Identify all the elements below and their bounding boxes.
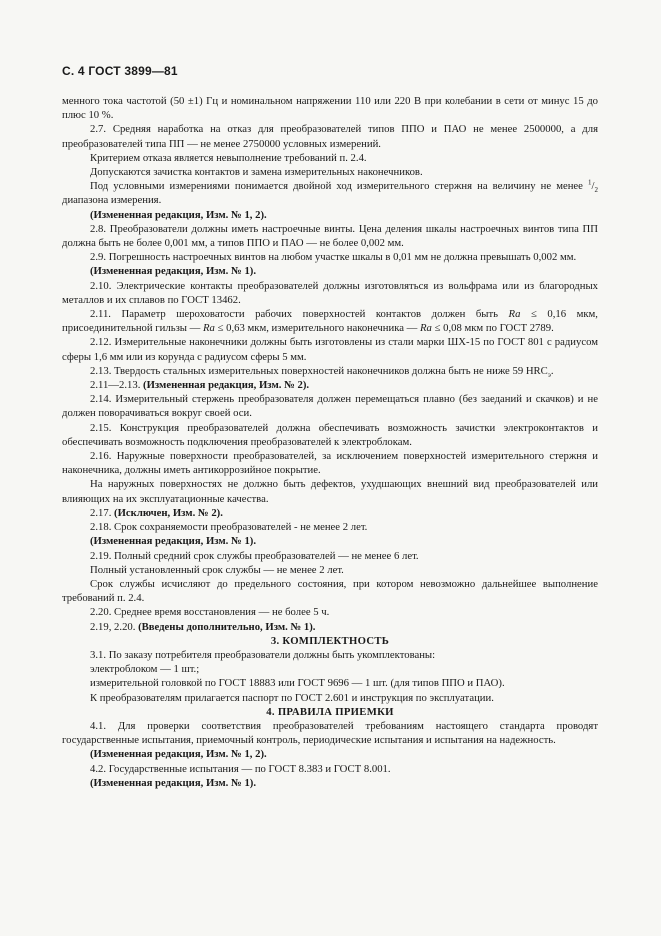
subscript: э	[547, 371, 551, 379]
text: 2.13. Твердость стальных измерительных поверхностей наконечников должна быть не ниже 59 HRC	[90, 364, 548, 377]
text: 2.19, 2.20.	[90, 620, 139, 633]
paragraph: электроблоком — 1 шт.;	[90, 663, 200, 676]
paragraph: 2.7. Средняя наработка на отказ для преобразователей типов ППО и ПАО не менее 2500000, а для преобразователей типа ПП — не менее 2750000 условных измерений.	[62, 123, 598, 150]
paragraph	[62, 364, 598, 378]
text: ≤ 0,16 мкм, присоединительной гильзы —	[62, 308, 598, 335]
paragraph	[62, 620, 598, 634]
paragraph: 2.18. Срок сохраняемости преобразователей - не менее 2 лет.	[90, 521, 368, 534]
text: Под условными измерениями понимается двойной ход измерительного стержня на величину не менее	[90, 180, 589, 193]
paragraph: измерительной головкой по ГОСТ 18883 или ГОСТ 9696 — 1 шт. (для типов ППО и ПАО).	[90, 677, 505, 690]
paragraph: Срок службы исчисляют до предельного состояния, при котором невозможно дальнейшее выполнение требований п. 2.4.	[62, 577, 598, 605]
document-body	[62, 94, 598, 790]
paragraph: 2.12. Измерительные наконечники должны быть изготовлены из стали марки ШХ-15 по ГОСТ 801 с радиусом сферы 1,6 мм или из корунда с радиусом сферы 5 мм.	[62, 336, 598, 363]
paragraph	[62, 307, 598, 335]
paragraph: 2.20. Среднее время восстановления — не более 5 ч.	[90, 606, 330, 619]
paragraph: 3.1. По заказу потребителя преобразователи должны быть укомплектованы:	[90, 648, 436, 661]
amendment-note: (Измененная редакция, Изм. № 1, 2).	[90, 748, 267, 761]
amendment-note: (Исключен, Изм. № 2).	[114, 506, 223, 519]
paragraph	[62, 378, 598, 392]
paragraph: 2.14. Измерительный стержень преобразователя должен перемещаться плавно (без заеданий и скачков) и не должен поворачиваться вокруг своей оси.	[62, 393, 598, 420]
text: ≤ 0,63 мкм, измерительного наконечника —	[214, 322, 421, 335]
paragraph: Допускаются зачистка контактов и замена измерительных наконечников.	[90, 166, 423, 179]
paragraph: 2.19. Полный средний срок службы преобразователей — не менее 6 лет.	[90, 549, 419, 562]
text: 2.11. Параметр шероховатости рабочих поверхностей контактов должен быть	[90, 308, 509, 321]
text: ≤ 0,08 мкм по ГОСТ 2789.	[431, 322, 554, 335]
paragraph: 2.9. Погрешность настроечных винтов на любом участке шкалы в 0,01 мм не должна превышать 0,002 мм.	[90, 251, 577, 264]
text: 2.11—2.13.	[90, 379, 144, 392]
symbol: Ra	[203, 322, 215, 335]
symbol: Ra	[508, 308, 521, 321]
paragraph	[62, 506, 598, 520]
symbol: Ra	[420, 322, 432, 335]
amendment-note: (Измененная редакция, Изм. № 1).	[90, 776, 257, 789]
amendment-note: (Измененная редакция, Изм. № 2).	[143, 379, 310, 392]
section-heading: 3. КОМПЛЕКТНОСТЬ	[270, 634, 390, 647]
subscript: 2	[594, 186, 598, 195]
paragraph: 4.1. Для проверки соответствия преобразователей требованиям настоящего стандарта проводят государственные испытания, приемочный контроль, периодические испытания и испытания на надежность.	[62, 719, 598, 747]
paragraph: 2.8. Преобразователи должны иметь настроечные винты. Цена деления шкалы настроечных винтов типа ПП должна быть не более 0,001 мм, а типов ППО и ПАО — не более 0,002 мм.	[62, 222, 598, 250]
amendment-note: (Измененная редакция, Изм. № 1, 2).	[90, 208, 267, 221]
paragraph: На наружных поверхностях не должно быть дефектов, ухудшающих внешний вид преобразователей или влияющих на их эксплуатационные качества.	[62, 478, 598, 505]
text: диапазона измерения.	[62, 194, 162, 207]
paragraph	[62, 179, 598, 207]
paragraph: 2.10. Электрические контакты преобразователей должны изготовляться из вольфрама или из благородных металлов и их сплавов по ГОСТ 13462.	[62, 279, 598, 306]
text: .	[550, 364, 554, 377]
superscript: 1	[588, 178, 592, 187]
paragraph: 2.15. Конструкция преобразователей должна обеспечивать возможность зачистки электроконтактов и обеспечивать возможность подключения преобразователей к электроблокам.	[62, 421, 598, 448]
page-header: С. 4 ГОСТ 3899—81	[62, 64, 178, 78]
paragraph: К преобразователям прилагается паспорт по ГОСТ 2.601 и инструкция по эксплуатации.	[90, 691, 494, 704]
paragraph: менного тока частотой (50 ±1) Гц и номинальном напряжении 110 или 220 В при колебании в сети от минус 15 до плюс 10 %.	[62, 95, 598, 122]
paragraph: Критерием отказа является невыполнение требований п. 2.4.	[90, 151, 367, 164]
text: /	[591, 180, 595, 193]
amendment-note: (Измененная редакция, Изм. № 1).	[90, 535, 257, 548]
text: 2.17.	[90, 506, 115, 519]
amendment-note: (Введены дополнительно, Изм. № 1).	[138, 620, 316, 633]
section-heading: 4. ПРАВИЛА ПРИЕМКИ	[266, 705, 394, 718]
paragraph: 2.16. Наружные поверхности преобразователей, за исключением поверхностей измерительного стержня и наконечника, должны иметь антикоррозийное покрытие.	[62, 450, 598, 477]
paragraph: 4.2. Государственные испытания — по ГОСТ 8.383 и ГОСТ 8.001.	[90, 762, 391, 775]
paragraph: Полный установленный срок службы — не менее 2 лет.	[90, 563, 344, 576]
amendment-note: (Измененная редакция, Изм. № 1).	[90, 265, 257, 278]
